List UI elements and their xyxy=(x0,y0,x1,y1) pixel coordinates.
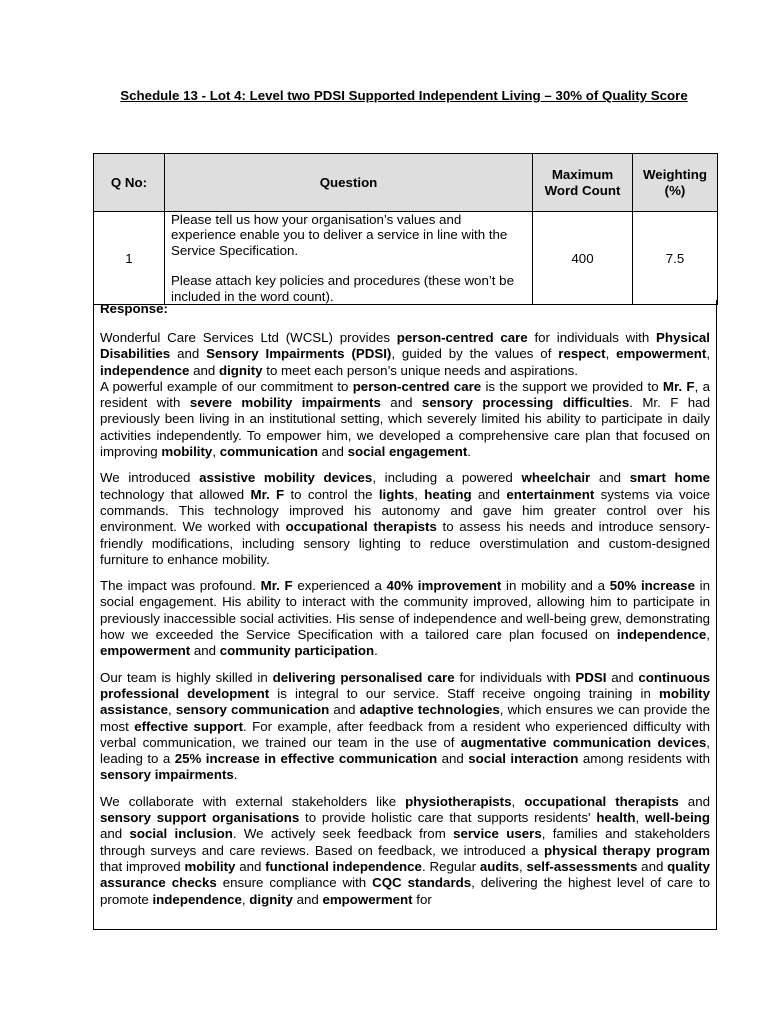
emphasis-text: communication xyxy=(219,444,318,460)
response-box xyxy=(93,300,717,930)
emphasis-text: adaptive technologies xyxy=(359,702,500,718)
emphasis-text: Mr. F xyxy=(662,378,695,394)
response-paragraph: Wonderful Care Services Ltd (WCSL) provides person-centred care for individuals with Physical Disabilities and Sensory Impairments (PDSI), guided by the values of respect, empowerment, independence and dignity to meet each person’s unique needs and aspirations. xyxy=(100,330,711,378)
emphasis-text: Physical Disabilities xyxy=(100,330,710,362)
cell-max-word-count: 400 xyxy=(533,212,633,305)
emphasis-text: audits xyxy=(479,858,519,874)
emphasis-text: independence xyxy=(152,891,242,907)
document-title: Schedule 13 - Lot 4: Level two PDSI Supported Independent Living – 30% of Quality Score xyxy=(120,88,688,103)
emphasis-text: CQC standards xyxy=(372,875,472,891)
emphasis-text: sensory communication xyxy=(175,702,330,718)
emphasis-text: quality assurance checks xyxy=(100,858,711,891)
response-paragraph: Our team is highly skilled in delivering personalised care for individuals with PDSI and continuous professional development is integral to our service. Staff receive ongoing training in mobility assistance, sensory communication and adaptive technologies, which ensures we can provide the most effective support. For example, after feedback from a resident who experienced difficulty with verbal communication, we trained our team in the use of augmentative communication devices, leading to a 25% increase in effective communication and social interaction among residents with sensory impairments. xyxy=(100,669,711,783)
emphasis-text: empowerment xyxy=(322,891,413,907)
emphasis-text: independence xyxy=(616,627,707,643)
cell-question xyxy=(165,212,533,305)
emphasis-text: heating xyxy=(424,486,472,502)
header-question: Question xyxy=(165,154,533,212)
emphasis-text: wheelchair xyxy=(521,470,591,486)
emphasis-text: Mr. F xyxy=(260,578,293,594)
response-paragraph: The impact was profound. Mr. F experienced a 40% improvement in mobility and a 50% increase in social engagement. His ability to interact with the community improved, allowing him to participate in previously inaccessible social activities. His sense of independence and well-being grew, demonstrating how we exceeded the Service Specification with a tailored care plan focused on independence, empowerment and community participation. xyxy=(100,578,710,659)
table-header-row xyxy=(94,154,718,212)
emphasis-text: dignity xyxy=(218,362,263,378)
emphasis-text: Mr. F xyxy=(250,486,285,502)
emphasis-text: mobility assistance xyxy=(100,685,710,718)
emphasis-text: social inclusion xyxy=(129,826,233,842)
cell-weighting: 7.5 xyxy=(633,212,718,305)
response-paragraph: We collaborate with external stakeholders like physiotherapists, occupational therapists and sensory support organisations to provide holistic care that supports residents' health, well-being and social inclusion. We actively seek feedback from service users, families and stakeholders through surveys and care reviews. Based on feedback, we introduced a physical therapy program that improved mobility and functional independence. Regular audits, self-assessments and quality assurance checks ensure compliance with CQC standards, delivering the highest level of care to promote independence, dignity and empowerment for xyxy=(100,793,711,907)
emphasis-text: empowerment xyxy=(616,346,707,362)
question-table xyxy=(93,153,718,305)
question-text-1: Please tell us how your organisation’s values and experience enable you to deliver a service in line with the Service Specification. xyxy=(171,212,508,258)
emphasis-text: severe mobility impairments xyxy=(189,395,381,411)
emphasis-text: sensory impairments xyxy=(100,767,234,783)
emphasis-text: physiotherapists xyxy=(405,793,512,809)
emphasis-text: PDSI xyxy=(575,669,607,685)
emphasis-text: continuous professional development xyxy=(100,669,711,701)
emphasis-text: person-centred care xyxy=(352,378,482,394)
cell-q-no: 1 xyxy=(94,212,165,305)
emphasis-text: sensory support organisations xyxy=(100,810,300,826)
emphasis-text: 40% improvement xyxy=(386,578,502,594)
emphasis-text: social engagement xyxy=(347,444,468,460)
emphasis-text: mobility xyxy=(184,858,236,874)
response-paragraph: We introduced assistive mobility devices, including a powered wheelchair and smart home technology that allowed Mr. F to control the lights, heating and entertainment systems via voice commands. This technology improved his autonomy and gave him greater control over his environment. We worked with occupational therapists to assess his needs and introduce sensory-friendly modifications, including sensory lighting to reduce overstimulation and custom-designed furniture to enhance mobility. xyxy=(100,470,711,567)
header-weighting: Weighting (%) xyxy=(633,154,718,212)
emphasis-text: person-centred care xyxy=(396,330,528,345)
emphasis-text: entertainment xyxy=(506,486,595,502)
emphasis-text: independence xyxy=(100,362,190,378)
emphasis-text: Sensory Impairments (PDSI) xyxy=(206,346,392,362)
emphasis-text: social interaction xyxy=(468,751,579,767)
emphasis-text: delivering personalised care xyxy=(272,669,455,685)
emphasis-text: effective support xyxy=(134,718,244,734)
header-q-no: Q No: xyxy=(94,154,165,212)
emphasis-text: physical therapy program xyxy=(543,842,710,858)
emphasis-text: well-being xyxy=(645,810,711,826)
emphasis-text: functional independence xyxy=(265,858,422,874)
emphasis-text: occupational therapists xyxy=(524,793,679,809)
header-max-word-count: Maximum Word Count xyxy=(533,154,633,212)
emphasis-text: 50% increase xyxy=(609,578,695,594)
emphasis-text: mobility xyxy=(161,444,213,460)
question-text-2: Please attach key policies and procedures (these won’t be included in the word count). xyxy=(171,273,514,304)
emphasis-text: respect xyxy=(558,346,606,362)
response-heading: Response: xyxy=(100,301,168,316)
response-paragraph: A powerful example of our commitment to person-centred care is the support we provided to Mr. F, a resident with severe mobility impairments and sensory processing difficulties. Mr. F had previously been living in an institutional setting, which severely limited his ability to participate in daily activities independently. To empower him, we developed a comprehensive care plan that focused on improving mobility, communication and social engagement. xyxy=(100,378,710,460)
emphasis-text: lights xyxy=(378,486,415,502)
emphasis-text: community participation xyxy=(219,643,375,659)
emphasis-text: smart home xyxy=(629,470,711,486)
emphasis-text: empowerment xyxy=(100,643,191,659)
emphasis-text: health xyxy=(596,810,636,826)
emphasis-text: service users xyxy=(453,826,542,842)
emphasis-text: sensory processing difficulties xyxy=(421,395,630,411)
emphasis-text: occupational therapists xyxy=(285,519,437,535)
emphasis-text: 25% increase in effective communication xyxy=(174,751,438,767)
emphasis-text: self-assessments xyxy=(526,858,638,874)
table-row xyxy=(94,212,718,305)
emphasis-text: dignity xyxy=(249,891,293,907)
emphasis-text: augmentative communication devices xyxy=(460,734,707,750)
emphasis-text: assistive mobility devices xyxy=(199,470,373,486)
